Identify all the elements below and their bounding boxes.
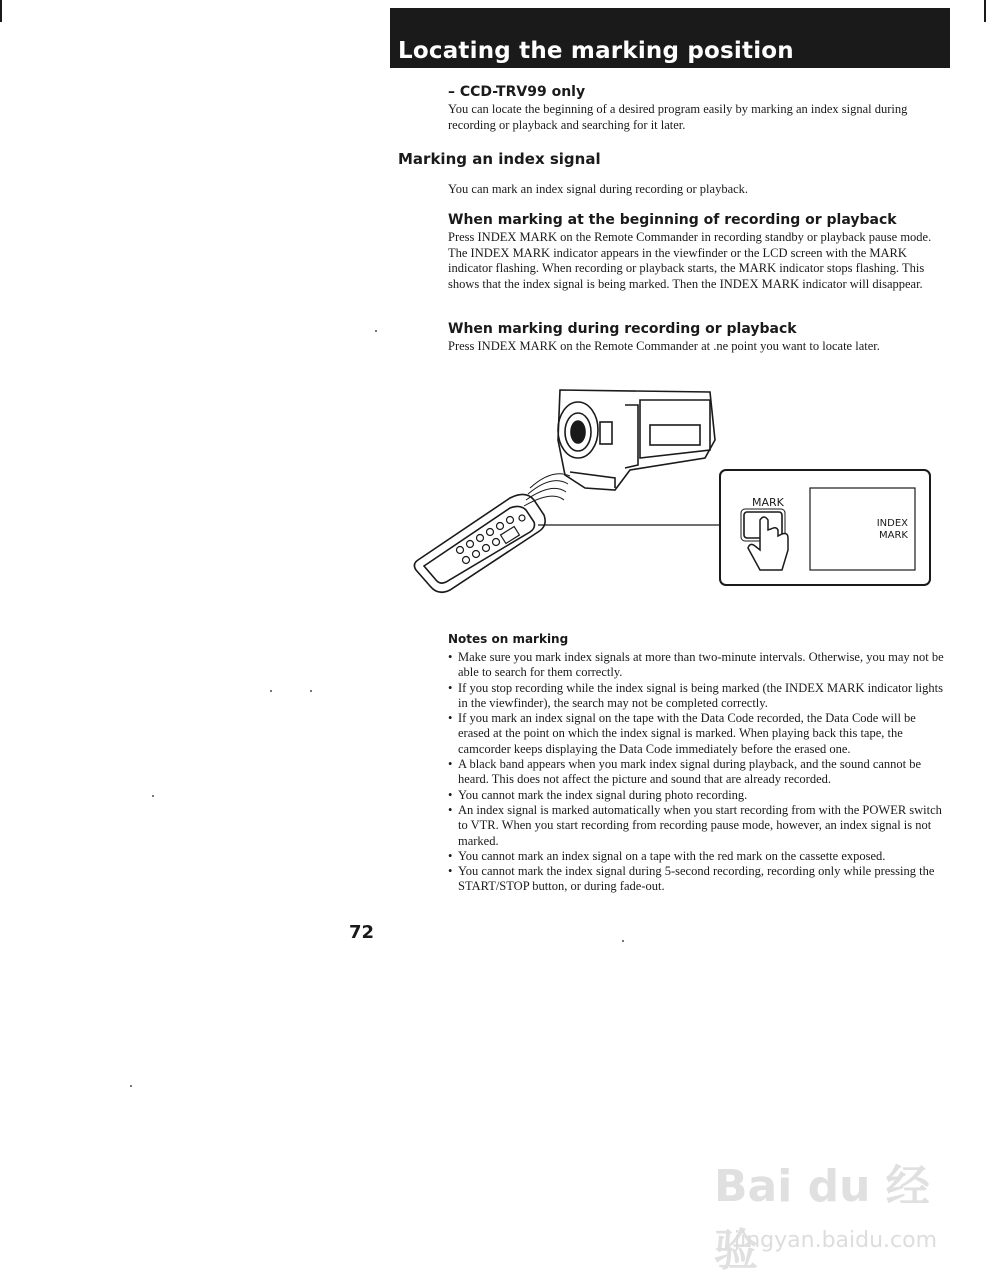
right-edge-mark (984, 0, 986, 22)
heading-marking-at-beginning: When marking at the beginning of recording or playback (448, 212, 897, 228)
heading-marking-index-signal: Marking an index signal (398, 150, 601, 168)
screen-indicator-mark: MARK (879, 530, 908, 541)
screen-indicator-index: INDEX (876, 518, 908, 529)
marking-paragraph: You can mark an index signal during recording or playback. (448, 182, 749, 196)
scan-speck (622, 940, 624, 942)
remote-commander-icon (414, 494, 545, 592)
during-paragraph: Press INDEX MARK on the Remote Commander at .ne point you want to locate later. (448, 339, 880, 353)
note-item: • You cannot mark an index signal on a tape with the red mark on the cassette exposed. (448, 848, 886, 863)
intro-paragraph: You can locate the beginning of a desired program easily by marking an index signal during recording or playback and searching for it later. (448, 102, 908, 132)
watermark-url: jingyan.baidu.com (734, 1228, 938, 1253)
beginning-paragraph: Press INDEX MARK on the Remote Commander in recording standby or playback pause mode. The INDEX MARK indicator appears in the viewfinder or the LCD screen with the MARK indicator flashing. When recording or playback starts, the MARK indicator stops flashing. This shows that the index signal is being marked. Then the INDEX MARK indicator will disappear. (448, 230, 932, 291)
note-item: • A black band appears when you mark index signal during playback, and the sound cannot be heard. This does not affect the picture and sound that are already recorded. (448, 757, 922, 787)
scan-speck (375, 330, 377, 332)
scan-speck (310, 690, 312, 692)
baidu-watermark (694, 1150, 938, 1276)
scan-speck (130, 1085, 132, 1087)
notes-heading: Notes on marking (448, 632, 569, 646)
page-number: 72 (349, 922, 375, 943)
scan-speck (270, 690, 272, 692)
scan-speck (152, 795, 154, 797)
note-item: • An index signal is marked automatically when you start recording from with the POWER switch to VTR. When you start recording from recording pause mode, however, an index signal is not marked. (448, 802, 942, 848)
mark-button-label: MARK (752, 496, 784, 509)
note-item: • You cannot mark the index signal during 5-second recording, recording only while pressing the START/STOP button, or during fade-out. (448, 864, 935, 894)
heading-marking-during: When marking during recording or playback (448, 321, 797, 337)
section-title: Locating the marking position (398, 38, 794, 64)
notes-list (448, 650, 950, 895)
camcorder-remote-illustration (410, 380, 950, 610)
infrared-waves-icon (524, 474, 570, 506)
note-item: • Make sure you mark index signals at more than two-minute intervals. Otherwise, you may not be able to search for them correctly. (448, 650, 944, 680)
watermark-logo: Bai du 经验 (714, 1161, 930, 1276)
note-item: • If you stop recording while the index signal is being marked (the INDEX MARK indicator lights in the viewfinder), the search may not be completed correctly. (448, 680, 943, 710)
note-item: • If you mark an index signal on the tape with the Data Code recorded, the Data Code will be erased at the point on which the index signal is marked. When playing back this tape, the camcorder keeps displaying the Data Code immediately before the erased one. (448, 711, 916, 756)
note-item: • You cannot mark the index signal during photo recording. (448, 787, 748, 802)
left-edge-mark (0, 0, 2, 22)
section-title-bar (390, 8, 950, 68)
camcorder-icon (558, 390, 715, 490)
model-subtitle: – CCD-TRV99 only (448, 84, 586, 100)
